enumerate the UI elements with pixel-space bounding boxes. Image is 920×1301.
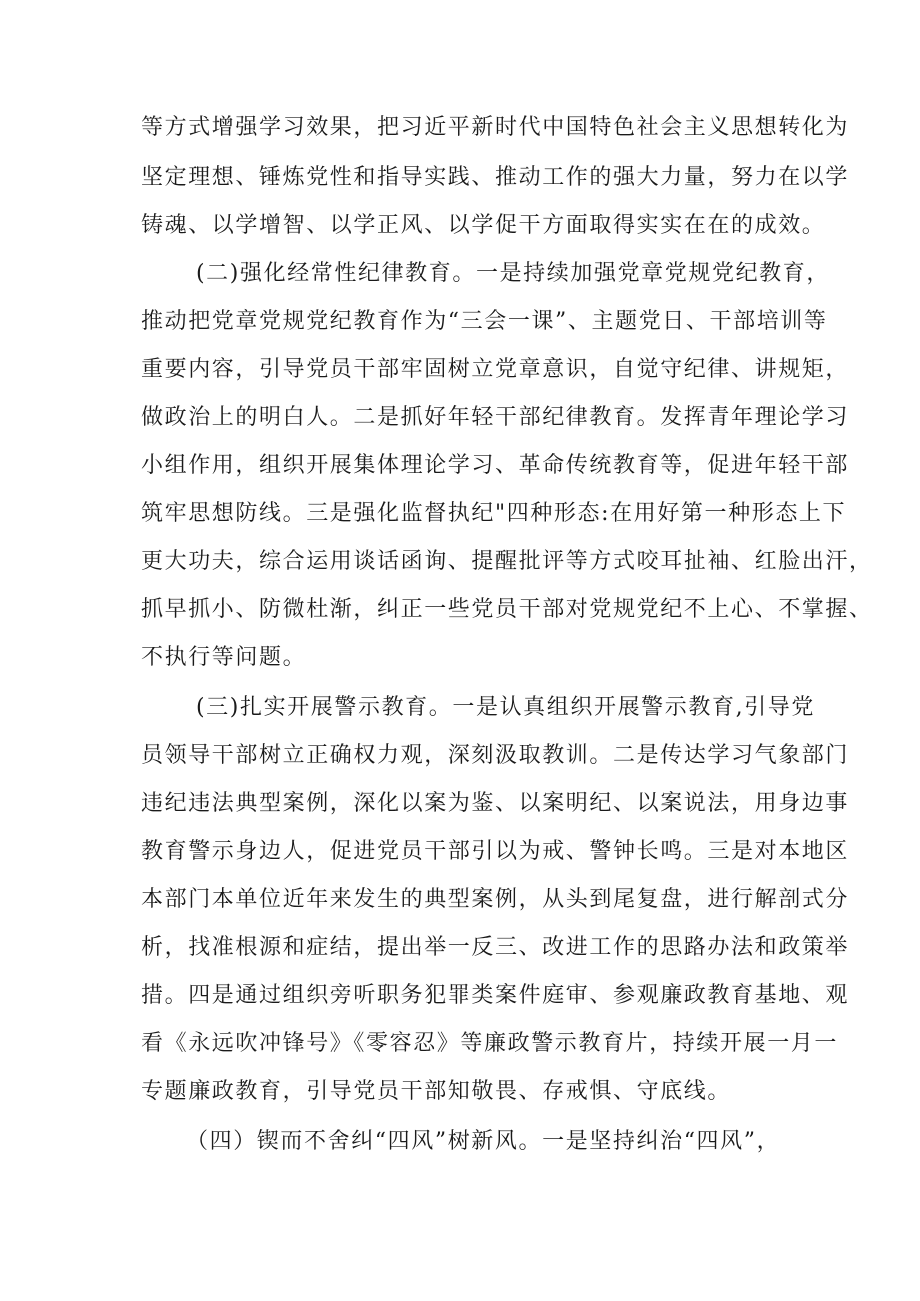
text-line: 抓早抓小、防微杜渐，纠正一些党员干部对党规党纪不上心、不掌握、	[141, 597, 873, 622]
paragraph-heading-line: (二)强化经常性纪律教育。一是持续加强党章党规党纪教育，	[196, 261, 830, 286]
text-line: 坚定理想、锤炼党性和指导实践、推动工作的强大力量，努力在以学	[141, 165, 850, 190]
text-line: 析，找准根源和症结，提出举一反三、改进工作的思路办法和政策举	[141, 935, 850, 960]
text-line: 重要内容，引导党员干部牢固树立党章意识，自觉守纪律、讲规矩，	[141, 357, 850, 382]
text-line: 小组作用，组织开展集体理论学习、革命传统教育等，促进年轻干部	[141, 453, 850, 478]
text-line: 铸魂、以学增智、以学正风、以学促干方面取得实实在在的成效。	[141, 213, 826, 238]
text-line: 员领导干部树立正确权力观，深刻汲取教训。二是传达学习气象部门	[141, 743, 850, 768]
text-line: 做政治上的明白人。二是抓好年轻干部纪律教育。发挥青年理论学习	[141, 405, 850, 430]
text-line: 专题廉政教育，引导党员干部知敬畏、存戒惧、守底线。	[141, 1079, 732, 1104]
text-line: 本部门本单位近年来发生的典型案例，从头到尾复盘，进行解剖式分	[141, 887, 850, 912]
text-line: 等方式增强学习效果，把习近平新时代中国特色社会主义思想转化为	[141, 115, 850, 140]
text-line: 推动把党章党规党纪教育作为“三会一课”、主题党日、干部培训等	[141, 309, 828, 334]
text-line: 违纪违法典型案例，深化以案为鉴、以案明纪、以案说法，用身边事	[141, 791, 850, 816]
paragraph-heading-line: （四）锲而不舍纠“四风”树新风。一是坚持纠治“四风”，	[186, 1129, 781, 1154]
paragraph-heading-line: (三)扎实开展警示教育。一是认真组织开展警示教育,引导党	[196, 695, 815, 720]
text-line: 措。四是通过组织旁听职务犯罪类案件庭审、参观廉政教育基地、观	[141, 983, 850, 1008]
text-line: 教育警示身边人，促进党员干部引以为戒、警钟长鸣。三是对本地区	[141, 839, 850, 864]
text-line: 看《永远吹冲锋号》《零容忍》等廉政警示教育片，持续开展一月一	[141, 1031, 839, 1056]
text-line: 不执行等问题。	[141, 645, 307, 670]
text-line: 筑牢思想防线。三是强化监督执纪"四种形态:在用好第一种形态上下	[141, 501, 847, 526]
text-line: 更大功夫，综合运用谈话函询、提醒批评等方式咬耳扯袖、红脸出汗，	[141, 549, 873, 574]
